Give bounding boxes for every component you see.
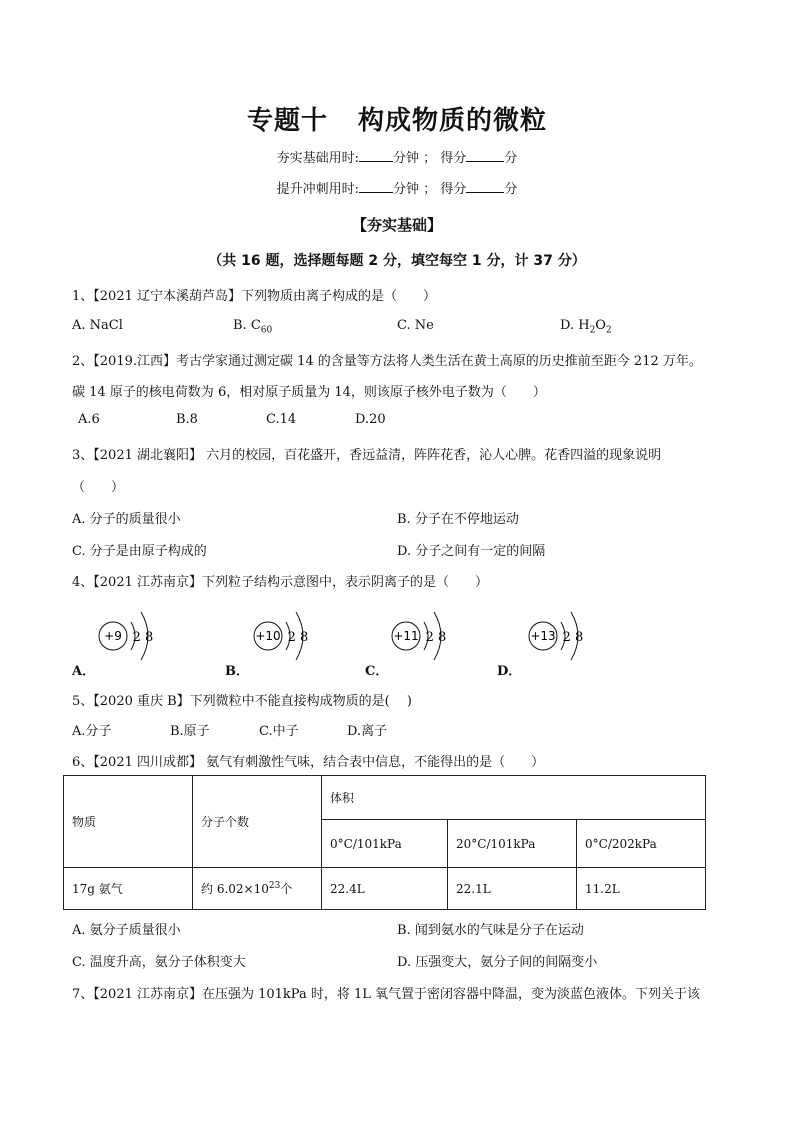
q4-option-a-label: A． (72, 664, 96, 679)
q3-option-d: D. 分子之间有一定的间隔 (397, 544, 546, 559)
q4-diagram-c (388, 600, 478, 664)
title-topic-number: 专题十 (246, 106, 328, 136)
q2-option-d: D.20 (355, 412, 386, 427)
page-title (0, 100, 794, 137)
q3-stem-line1: 3、【2021 湖北襄阳】 六月的校园，百花盛开，香远益清，阵阵花香，沁人心脾。花香四溢的现象说明 (72, 448, 662, 463)
q1-stem: 1、【2021 辽宁本溪葫芦岛】下列物质由离子构成的是（ ） (72, 289, 436, 304)
q6-option-a: A. 氨分子质量很小 (72, 923, 181, 938)
separator: ； (423, 151, 437, 166)
q1-option-a: A. NaCl (72, 318, 123, 333)
electron-shells: 2 8 (287, 630, 309, 645)
q4-option-d-label: D． (497, 664, 522, 679)
score-label: 得分 (440, 182, 467, 197)
separator: ； (423, 182, 437, 197)
q4-diagram-d (525, 600, 615, 664)
section-note: （共 16 题，选择题每题 2 分，填空每空 1 分，计 37 分） (208, 253, 586, 269)
q4-option-c-label: C． (365, 664, 389, 679)
q4-diagram-a (95, 600, 185, 664)
q1-option-b: B. $C_{60}$ (233, 318, 273, 336)
q6-option-b: B. 闻到氨水的气味是分子在运动 (397, 923, 584, 938)
q1-option-c: C. Ne (397, 318, 434, 333)
q2-option-a: A.6 (78, 412, 100, 427)
score-unit: 分 (504, 182, 518, 197)
title-topic-name: 构成物质的微粒 (358, 106, 548, 136)
section-heading: 【夯实基础】 (351, 216, 442, 234)
table-cell-substance: 17g 氨气 (64, 868, 193, 910)
table-header-molecule-count: 分子个数 (193, 776, 322, 868)
score-advanced-blank (466, 180, 504, 193)
electron-shells: 2 8 (425, 630, 447, 645)
q5-stem: 5、【2020 重庆 B】下列微粒中不能直接构成物质的是( ) (72, 694, 412, 709)
q2-option-c: C.14 (266, 412, 297, 427)
q4-stem: 4、【2021 江苏南京】下列粒子结构示意图中，表示阴离子的是（ ） (72, 575, 488, 590)
q6-data-table (63, 775, 706, 910)
table-header-substance: 物质 (64, 776, 193, 868)
q6-option-c: C. 温度升高，氨分子体积变大 (72, 955, 246, 970)
q5-option-d: D.离子 (347, 724, 388, 739)
table-condition-2: 20°C/101kPa (448, 820, 577, 868)
q3-option-c: C. 分子是由原子构成的 (72, 544, 207, 559)
time-basic-label: 夯实基础用时: (276, 151, 360, 166)
q1-option-d: D. $H_2O_2$ (560, 318, 612, 336)
time-advanced-label: 提升冲刺用时: (276, 182, 360, 197)
q3-option-b: B. 分子在不停地运动 (397, 512, 519, 527)
score-label: 得分 (440, 151, 467, 166)
score-basic-blank (466, 149, 504, 162)
electron-shells: 2 8 (132, 630, 154, 645)
q5-option-a: A.分子 (72, 724, 112, 739)
table-header-volume: 体积 (322, 776, 706, 820)
q3-option-a: A. 分子的质量很小 (72, 512, 181, 527)
nucleus-charge: +9 (104, 629, 122, 643)
nucleus-charge: +10 (255, 629, 281, 643)
table-cell-volume-3: 11.2L (577, 868, 706, 910)
q3-stem-line2: （ ） (72, 480, 125, 495)
minutes-label: 分钟 (393, 182, 420, 197)
score-unit: 分 (504, 151, 518, 166)
q2-stem-line2: 碳 14 原子的核电荷数为 6，相对原子质量为 14，则该原子核外电子数为（ ） (72, 385, 546, 400)
q5-option-b: B.原子 (170, 724, 210, 739)
q6-option-d: D. 压强变大，氨分子间的间隔变小 (397, 955, 598, 970)
table-condition-1: 0°C/101kPa (322, 820, 448, 868)
q4-option-b-label: B． (225, 664, 249, 679)
table-cell-molecule-count: 约 $6.02\times 10^{23}$个 (193, 868, 322, 910)
nucleus-charge: +11 (393, 629, 419, 643)
table-condition-3: 0°C/202kPa (577, 820, 706, 868)
time-basic-blank (359, 149, 393, 162)
time-advanced-blank (359, 180, 393, 193)
q2-option-b: B.8 (176, 412, 198, 427)
table-cell-volume-2: 22.1L (448, 868, 577, 910)
table-cell-volume-1: 22.4L (322, 868, 448, 910)
electron-shells: 2 8 (562, 630, 584, 645)
q5-option-c: C.中子 (259, 724, 299, 739)
nucleus-charge: +13 (530, 629, 556, 643)
time-row-basic (0, 147, 794, 166)
q2-stem-line1: 2、【2019.江西】考古学家通过测定碳 14 的含量等方法将人类生活在黄土高原的历史推前至距今 212 万年。 (72, 354, 702, 369)
minutes-label: 分钟 (393, 151, 420, 166)
q7-stem: 7、【2021 江苏南京】在压强为 101kPa 时，将 1L 氧气置于密闭容器中降温，变为淡蓝色液体。下列关于该 (72, 987, 701, 1002)
q4-diagram-b (250, 600, 340, 664)
time-row-advanced (0, 178, 794, 197)
q6-stem: 6、【2021 四川成都】 氨气有刺激性气味，结合表中信息，不能得出的是（ ） (72, 755, 545, 770)
